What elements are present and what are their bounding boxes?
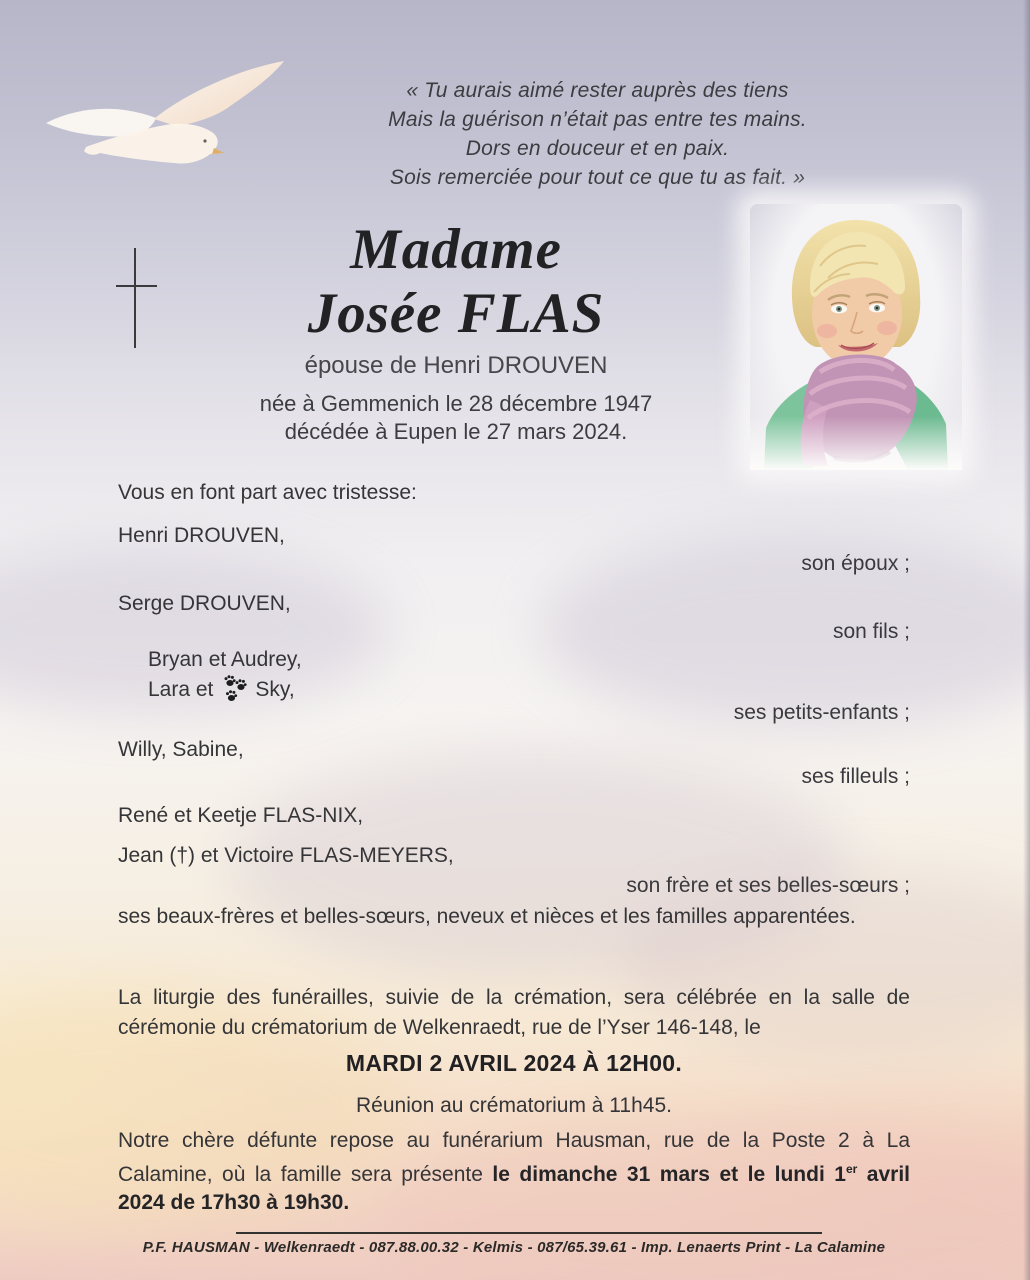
funeral-home-footer: P.F. HAUSMAN - Welkenraedt - 087.88.00.32 - Kelmis - 087/65.39.61 - Imp. Lenaerts Print - La Calamine xyxy=(142,1239,886,1256)
deceased-title: Madame xyxy=(350,218,562,281)
death-line: décédée à Eupen le 27 mars 2024. xyxy=(284,419,628,444)
portrait-photo xyxy=(750,204,962,470)
relation-grandchildren: ses petits-enfants ; xyxy=(733,701,910,724)
grandchildren-line2-suffix: Sky, xyxy=(255,678,295,701)
ceremony-meeting: Réunion au crématorium à 11h45. xyxy=(356,1094,672,1117)
quote-line: « Tu aurais aimé rester auprès des tiens xyxy=(406,79,789,102)
announcement-intro: Vous en font part avec tristesse: xyxy=(118,481,417,504)
birth-line: née à Gemmenich le 28 décembre 1947 xyxy=(259,391,653,416)
repose-paragraph xyxy=(118,1127,910,1217)
scan-edge-shadow xyxy=(1023,0,1030,1280)
relation-siblings: son frère et ses belles-sœurs ; xyxy=(626,874,910,897)
relation-godchildren: ses filleuls ; xyxy=(801,765,910,788)
quote-line: Sois remerciée pour tout ce que tu as fait. » xyxy=(389,166,806,189)
repose-text: Notre chère défunte repose au funérarium Hausman, rue de la Poste 2 à La Calamine, où la famille sera présente xyxy=(118,1129,910,1186)
repose-visiting-hours: le dimanche 31 mars et le lundi 1 xyxy=(492,1163,846,1186)
family-name-siblings-2: Jean (†) et Victoire FLAS-MEYERS, xyxy=(118,844,454,867)
cross-icon xyxy=(134,248,136,348)
cross-icon xyxy=(116,285,157,287)
repose-visiting-hours-end: avril 2024 de 17h30 à 19h30. xyxy=(118,1163,910,1214)
extended-family-line: ses beaux-frères et belles-sœurs, neveux et nièces et les familles apparentées. xyxy=(118,905,856,928)
grandchildren-line2-prefix: Lara et xyxy=(148,678,214,701)
dove-icon xyxy=(42,55,292,170)
repose-ordinal-sup: er xyxy=(845,1162,858,1176)
family-name-husband: Henri DROUVEN, xyxy=(118,524,285,547)
relation-husband: son époux ; xyxy=(801,552,910,575)
memorial-quote xyxy=(335,76,860,192)
family-name-grandchildren-1: Bryan et Audrey, xyxy=(148,648,302,671)
family-name-son: Serge DROUVEN, xyxy=(118,592,291,615)
footer-rule xyxy=(236,1232,822,1234)
family-name-siblings-1: René et Keetje FLAS-NIX, xyxy=(118,804,364,827)
deceased-header xyxy=(156,218,756,446)
ceremony-datetime: MARDI 2 AVRIL 2024 À 12H00. xyxy=(345,1050,683,1076)
quote-line: Mais la guérison n’était pas entre tes mains. xyxy=(388,108,807,131)
family-name-grandchildren-2 xyxy=(148,673,908,703)
relation-son: son fils ; xyxy=(832,620,910,643)
family-name-godchildren: Willy, Sabine, xyxy=(118,738,244,761)
paw-prints-icon xyxy=(222,673,248,703)
spouse-line: épouse de Henri DROUVEN xyxy=(304,352,608,379)
quote-line: Dors en douceur et en paix. xyxy=(465,137,730,160)
deceased-name: Josée FLAS xyxy=(307,282,605,345)
liturgy-paragraph: La liturgie des funérailles, suivie de la crémation, sera célébrée en la salle de cérémonie du crématorium de Welkenraedt, rue de l’Yser 146-148, le xyxy=(118,986,910,1039)
birth-death-lines xyxy=(156,390,756,446)
